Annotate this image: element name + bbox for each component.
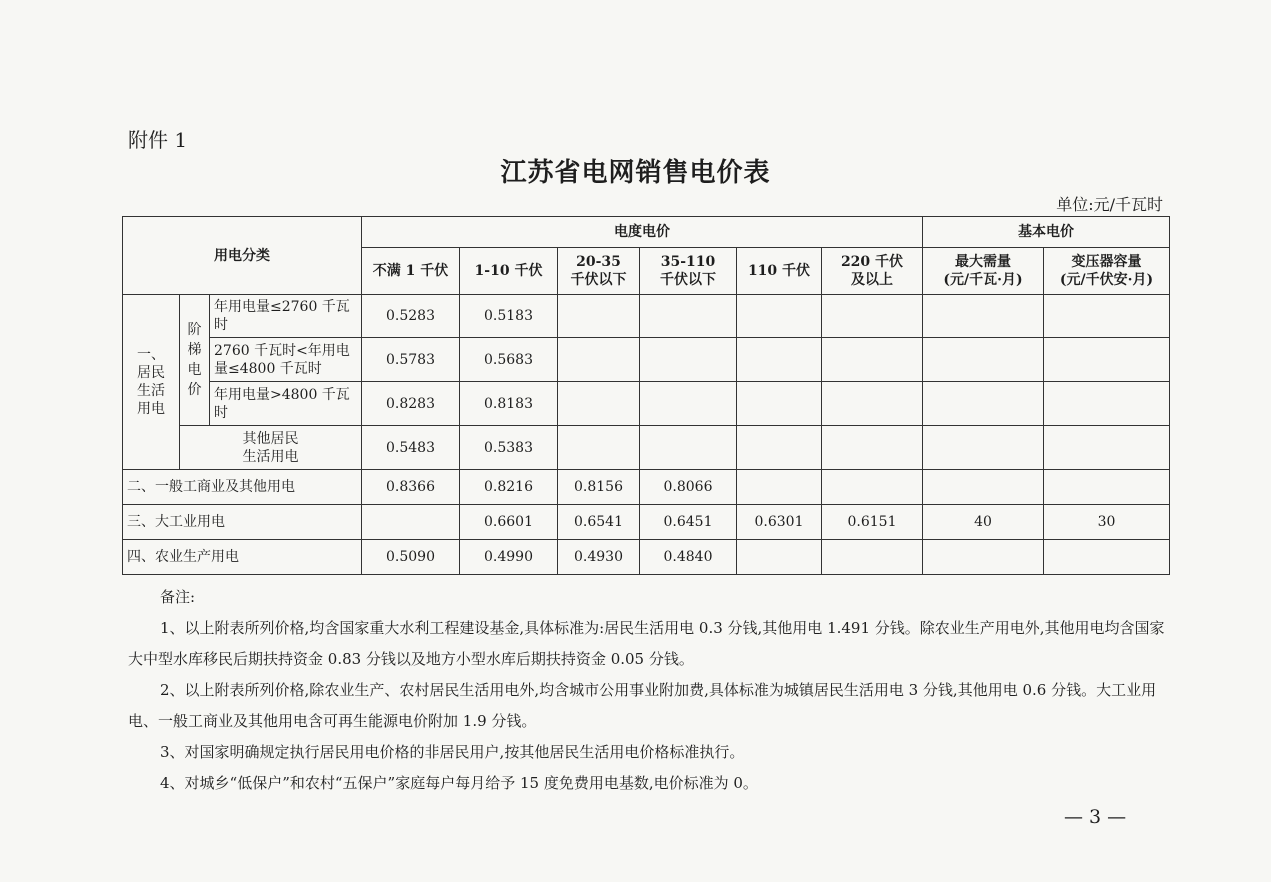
price-cell <box>822 295 923 338</box>
price-cell <box>1044 470 1170 505</box>
price-cell <box>558 426 640 470</box>
price-cell: 0.8183 <box>460 382 558 426</box>
price-cell <box>737 338 822 382</box>
voltage-header: 35-110 千伏以下 <box>640 248 737 295</box>
note-item: 4、对城乡“低保户”和农村“五保户”家庭每户每月给予 15 度免费用电基数,电价标准为 0。 <box>160 774 758 792</box>
price-cell: 0.8156 <box>558 470 640 505</box>
other-residential-label: 其他居民 生活用电 <box>180 426 362 470</box>
tiered-price-label: 阶梯电价 <box>180 295 210 426</box>
page-number: — 3 — <box>1064 806 1127 828</box>
price-cell: 0.6151 <box>822 505 923 540</box>
voltage-header: 220 千伏 及以上 <box>822 248 923 295</box>
price-cell <box>822 470 923 505</box>
price-cell: 0.5183 <box>460 295 558 338</box>
price-cell <box>1044 295 1170 338</box>
price-cell <box>737 540 822 575</box>
residential-label-line: 用电 <box>137 401 165 417</box>
price-cell: 0.6451 <box>640 505 737 540</box>
price-cell: 0.5090 <box>362 540 460 575</box>
note-item: 3、对国家明确规定执行居民用电价格的非居民用户,按其他居民生活用电价格标准执行。 <box>160 743 745 761</box>
price-cell: 0.8066 <box>640 470 737 505</box>
price-cell <box>1044 382 1170 426</box>
price-cell <box>923 338 1044 382</box>
price-cell: 0.6601 <box>460 505 558 540</box>
category-label: 三、大工业用电 <box>123 505 362 540</box>
header-basic-price: 基本电价 <box>923 217 1170 248</box>
notes-section <box>128 582 1168 799</box>
price-cell <box>923 382 1044 426</box>
price-cell <box>1044 540 1170 575</box>
tier-label: 年用电量≤2760 千瓦时 <box>210 295 362 338</box>
voltage-header: 不满 1 千伏 <box>362 248 460 295</box>
price-cell: 0.8216 <box>460 470 558 505</box>
price-cell: 0.4990 <box>460 540 558 575</box>
price-cell <box>737 295 822 338</box>
price-cell <box>1044 426 1170 470</box>
price-cell <box>822 338 923 382</box>
page-title: 江苏省电网销售电价表 <box>500 158 771 188</box>
price-cell <box>640 295 737 338</box>
category-label: 二、一般工商业及其他用电 <box>123 470 362 505</box>
price-cell <box>362 505 460 540</box>
price-cell <box>558 295 640 338</box>
residential-category <box>123 295 180 470</box>
header-energy-price: 电度电价 <box>362 217 923 248</box>
price-cell: 0.5483 <box>362 426 460 470</box>
price-cell <box>640 382 737 426</box>
price-cell <box>923 470 1044 505</box>
category-label: 四、农业生产用电 <box>123 540 362 575</box>
price-cell <box>822 540 923 575</box>
price-cell: 0.6541 <box>558 505 640 540</box>
price-cell: 40 <box>923 505 1044 540</box>
unit-label: 单位:元/千瓦时 <box>1056 195 1163 214</box>
price-cell <box>640 426 737 470</box>
price-cell <box>558 338 640 382</box>
price-cell <box>640 338 737 382</box>
price-cell: 0.5383 <box>460 426 558 470</box>
price-cell: 0.8283 <box>362 382 460 426</box>
price-cell <box>822 426 923 470</box>
voltage-header: 20-35 千伏以下 <box>558 248 640 295</box>
price-cell <box>923 426 1044 470</box>
price-cell <box>737 382 822 426</box>
notes-heading: 备注: <box>160 588 196 606</box>
price-cell <box>923 540 1044 575</box>
voltage-header: 1-10 千伏 <box>460 248 558 295</box>
tier-label: 2760 千瓦时<年用电量≤4800 千瓦时 <box>210 338 362 382</box>
basic-price-header: 最大需量 (元/千瓦·月) <box>923 248 1044 295</box>
price-table <box>122 216 1170 575</box>
price-cell <box>737 426 822 470</box>
price-cell: 0.6301 <box>737 505 822 540</box>
price-cell: 0.8366 <box>362 470 460 505</box>
basic-price-header: 变压器容量 (元/千伏安·月) <box>1044 248 1170 295</box>
residential-label-line: 一、 <box>137 347 165 363</box>
note-item: 2、以上附表所列价格,除农业生产、农村居民生活用电外,均含城市公用事业附加费,具体标准为城镇居民生活用电 3 分钱,其他用电 0.6 分钱。大工业用电、一般工商业及其他用电含可再生能源电价附加 1.9 分钱。 <box>128 681 1157 730</box>
residential-label-line: 居民 <box>137 365 165 381</box>
price-cell <box>822 382 923 426</box>
price-cell: 0.5783 <box>362 338 460 382</box>
price-cell <box>1044 338 1170 382</box>
header-category: 用电分类 <box>123 217 362 295</box>
tier-label: 年用电量>4800 千瓦时 <box>210 382 362 426</box>
residential-label-line: 生活 <box>137 383 165 399</box>
price-cell: 0.5283 <box>362 295 460 338</box>
price-cell: 0.4930 <box>558 540 640 575</box>
price-cell: 0.4840 <box>640 540 737 575</box>
price-cell: 0.5683 <box>460 338 558 382</box>
note-item: 1、以上附表所列价格,均含国家重大水利工程建设基金,具体标准为:居民生活用电 0.3 分钱,其他用电 1.491 分钱。除农业生产用电外,其他用电均含国家大中型水库移民后期扶持资金 0.83 分钱以及地方小型水库后期扶持资金 0.05 分钱。 <box>128 619 1165 668</box>
attachment-label: 附件 1 <box>128 128 188 152</box>
price-cell <box>737 470 822 505</box>
price-cell <box>923 295 1044 338</box>
price-cell <box>558 382 640 426</box>
voltage-header: 110 千伏 <box>737 248 822 295</box>
price-cell: 30 <box>1044 505 1170 540</box>
